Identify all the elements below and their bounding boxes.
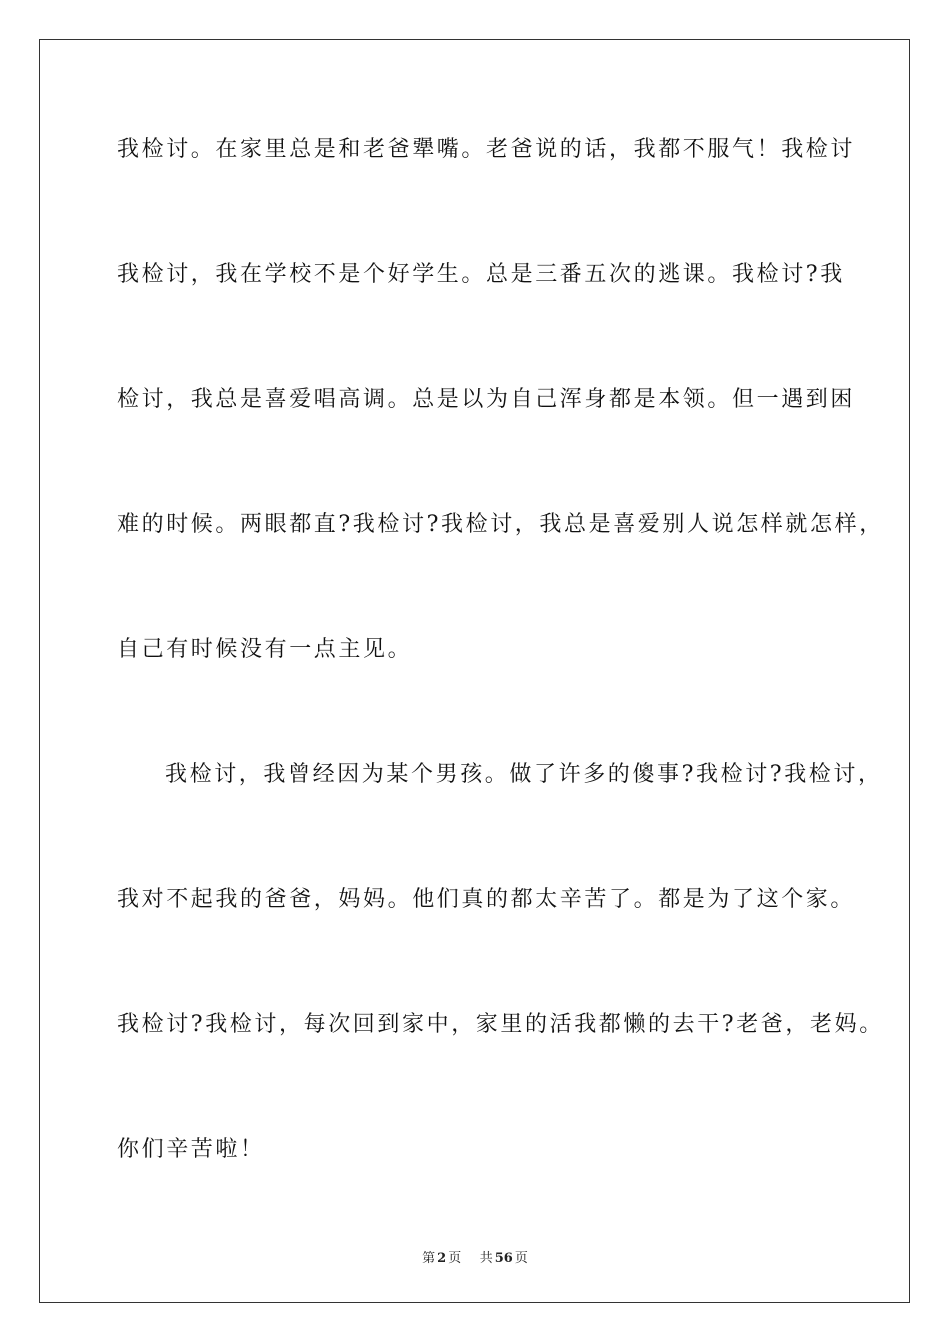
document-body	[117, 128, 884, 1253]
total-suffix: 页	[514, 1251, 528, 1266]
text-line-2: 我检讨，我在学校不是个好学生。总是三番五次的逃课。我检讨?我	[117, 262, 845, 287]
page-suffix: 页	[448, 1251, 462, 1266]
text-line-8: 我检讨?我检讨，每次回到家中，家里的活我都懒的去干?老爸，老妈。	[117, 1012, 884, 1037]
text-line-3: 检讨，我总是喜爱唱高调。总是以为自己浑身都是本领。但一遇到困	[117, 387, 856, 412]
page-prefix: 第	[422, 1251, 436, 1266]
text-line-5: 自己有时候没有一点主见。	[117, 637, 413, 662]
page-number: 2	[437, 1251, 447, 1266]
page-footer	[0, 1247, 950, 1266]
total-pages: 56	[494, 1251, 513, 1266]
text-line-4: 难的时候。两眼都直?我检讨?我检讨，我总是喜爱别人说怎样就怎样，	[117, 512, 884, 537]
text-line-7: 我对不起我的爸爸，妈妈。他们真的都太辛苦了。都是为了这个家。	[117, 887, 856, 912]
text-line-1: 我检讨。在家里总是和老爸犟嘴。老爸说的话，我都不服气！我检讨	[117, 137, 856, 162]
text-line-9: 你们辛苦啦！	[117, 1137, 265, 1162]
text-line-6-paragraph-start: 我检讨，我曾经因为某个男孩。做了许多的傻事?我检讨?我检讨，	[165, 762, 883, 787]
total-prefix: 共	[479, 1251, 493, 1266]
